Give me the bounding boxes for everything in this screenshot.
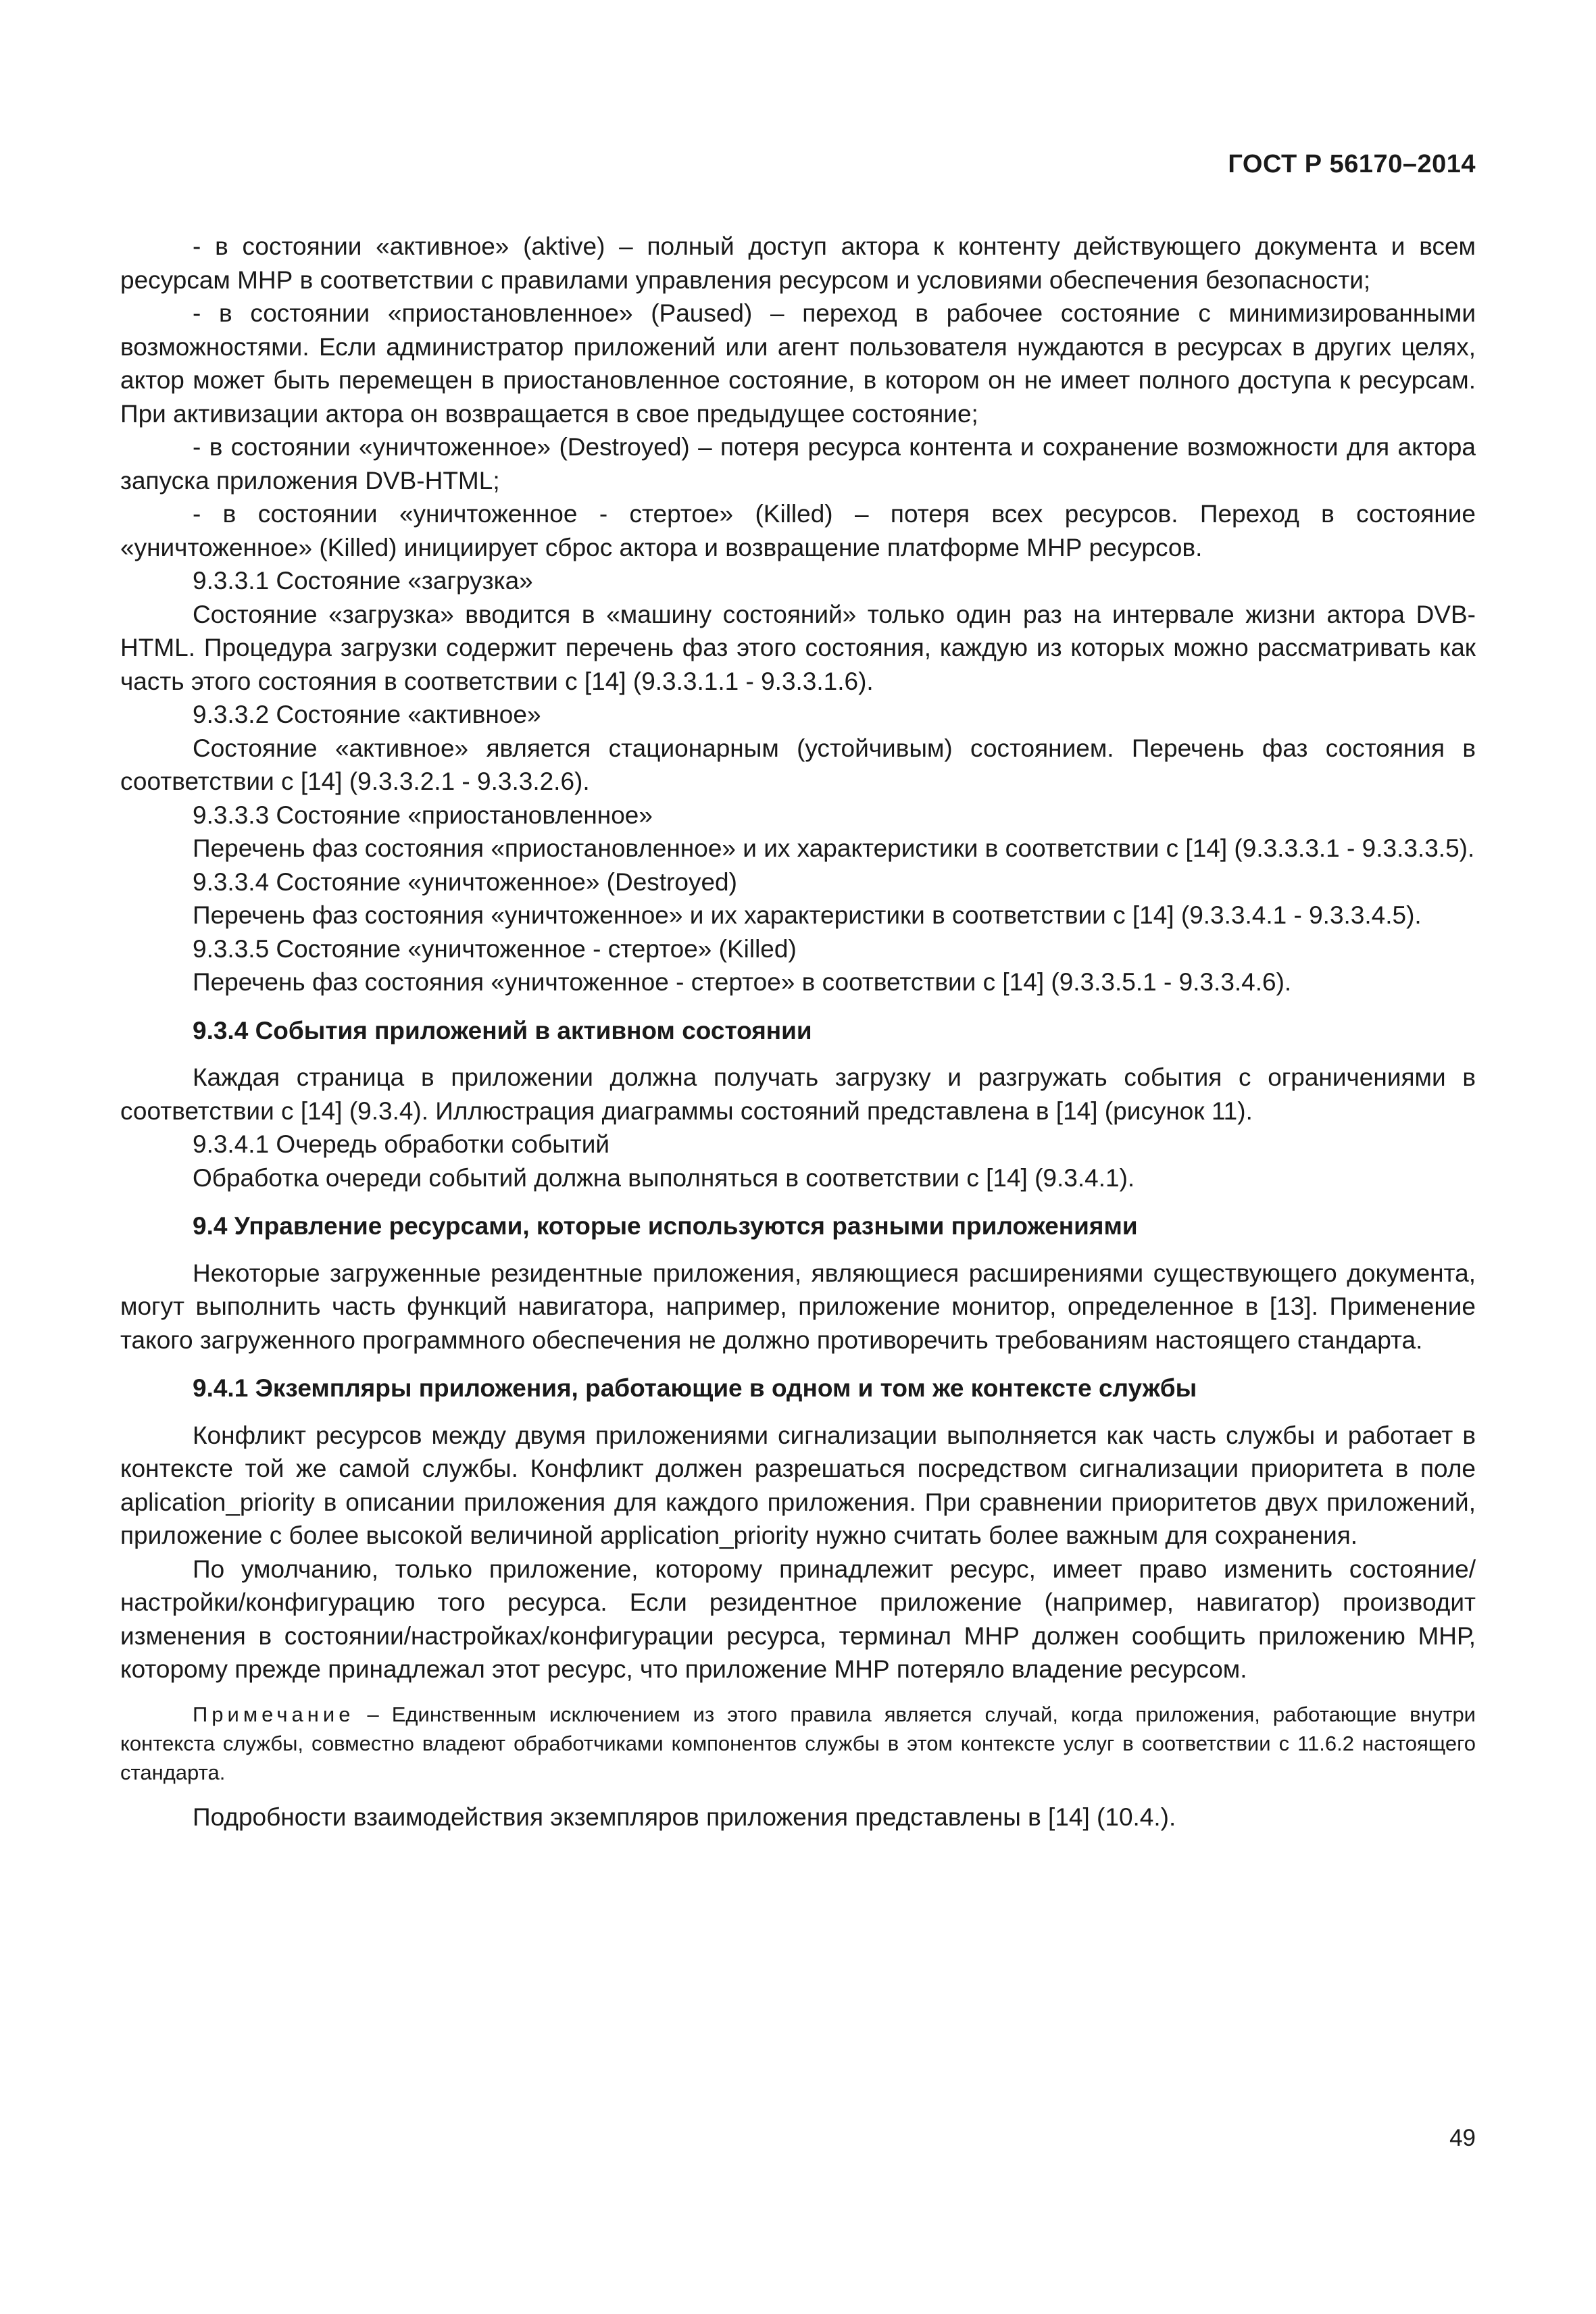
paragraph: Подробности взаимодействия экземпляров приложения представлены в [14] (10.4.).	[193, 1803, 1176, 1831]
paragraph: Состояние «загрузка» вводится в «машину состояний» только один раз на интервале жизни актора DVB-HTML. Процедура загрузки содержит перечень фаз этого состояния, каждую из которых можно рассматривать как часть этого состояния в соответствии с [14] (9.3.3.1.1 - 9.3.3.1.6).	[120, 600, 1476, 695]
paragraph: 9.3.3.3 Состояние «приостановленное»	[193, 801, 653, 829]
paragraph: Перечень фаз состояния «уничтоженное» и их характеристики в соответствии с [14] (9.3.3.4.1 - 9.3.3.4.5).	[193, 901, 1422, 929]
paragraph: Обработка очереди событий должна выполняться в соответствии с [14] (9.3.4.1).	[193, 1163, 1135, 1192]
paragraph: 9.3.3.5 Состояние «уничтоженное - стертое» (Killed)	[193, 934, 797, 963]
page-number: 49	[1449, 2125, 1476, 2151]
section-heading: 9.4 Управление ресурсами, которые используются разными приложениями	[193, 1212, 1138, 1240]
note-paragraph	[120, 1700, 1476, 1787]
paragraph: Состояние «активное» является стационарным (устойчивым) состоянием. Перечень фаз состояния в соответствии с [14] (9.3.3.2.1 - 9.3.3.2.6).	[120, 734, 1476, 795]
paragraph: - в состоянии «активное» (aktive) – полный доступ актора к контенту действующего документа и всем ресурсам МНР в соответствии с правилами управления ресурсом и условиями обеспечения безопасности;	[120, 232, 1476, 294]
paragraph: 9.3.3.1 Состояние «загрузка»	[193, 567, 533, 595]
paragraph: 9.3.3.4 Состояние «уничтоженное» (Destroyed)	[193, 867, 737, 896]
section-heading: 9.4.1 Экземпляры приложения, работающие в одном и том же контексте службы	[193, 1374, 1197, 1402]
page-body	[120, 230, 1476, 1834]
document-id-header: ГОСТ Р 56170–2014	[1228, 150, 1476, 178]
paragraph: По умолчанию, только приложение, которому принадлежит ресурс, имеет право изменить состояние/настройки/конфигурацию того ресурса. Если резидентное приложение (например, навигатор) производит изменения в состоянии/настройках/конфигурации ресурса, терминал МНР должен сообщить приложению МНР, которому прежде принадлежал этот ресурс, что приложение МНР потеряло владение ресурсом.	[120, 1555, 1476, 1683]
paragraph: - в состоянии «уничтоженное» (Destroyed) – потеря ресурса контента и сохранение возможности для актора запуска приложения DVB-HTML;	[120, 433, 1476, 495]
paragraph: Некоторые загруженные резидентные приложения, являющиеся расширениями существующего документа, могут выполнить часть функций навигатора, например, приложение монитор, определенное в [13]. Применение такого загруженного программного обеспечения не должно противоречить требованиям настоящего стандарта.	[120, 1259, 1476, 1354]
paragraph: Перечень фаз состояния «уничтоженное - стертое» в соответствии с [14] (9.3.3.5.1 - 9.3.3.4.6).	[193, 968, 1292, 996]
paragraph: 9.3.3.2 Состояние «активное»	[193, 701, 541, 728]
note-label: Примечание	[193, 1702, 355, 1726]
note-text: – Единственным исключением из этого правила является случай, когда приложения, работающие внутри контекста службы, совместно владеют обработчиками компонентов службы в этом контексте услуг в соответствии с 11.6.2 настоящего стандарта.	[120, 1702, 1476, 1784]
section-heading: 9.3.4 События приложений в активном состоянии	[193, 1016, 812, 1045]
paragraph: 9.3.4.1 Очередь обработки событий	[193, 1130, 610, 1158]
paragraph: Каждая страница в приложении должна получать загрузку и разгружать события с ограничениями в соответствии с [14] (9.3.4). Иллюстрация диаграммы состояний представлена в [14] (рисунок 11).	[120, 1063, 1476, 1125]
paragraph: - в состоянии «уничтоженное - стертое» (Killed) – потеря всех ресурсов. Переход в состояние «уничтоженное» (Killed) инициирует сброс актора и возвращение платформе МНР ресурсов.	[120, 500, 1476, 561]
paragraph: Конфликт ресурсов между двумя приложениями сигнализации выполняется как часть службы и работает в контексте той же самой службы. Конфликт должен разрешаться посредством сигнализации приоритета в поле aplication_priority в описании приложения для каждого приложения. При сравнении приоритетов двух приложений, приложение с более высокой величиной application_priority нужно считать более важным для сохранения.	[120, 1421, 1476, 1549]
paragraph: - в состоянии «приостановленное» (Paused) – переход в рабочее состояние с минимизированными возможностями. Если администратор приложений или агент пользователя нуждаются в ресурсах в других целях, актор может быть перемещен в приостановленное состояние, в котором он не имеет полного доступа к ресурсам. При активизации актора он возвращается в свое предыдущее состояние;	[120, 299, 1476, 428]
paragraph: Перечень фаз состояния «приостановленное» и их характеристики в соответствии с [14] (9.3.3.3.1 - 9.3.3.3.5).	[193, 834, 1475, 862]
